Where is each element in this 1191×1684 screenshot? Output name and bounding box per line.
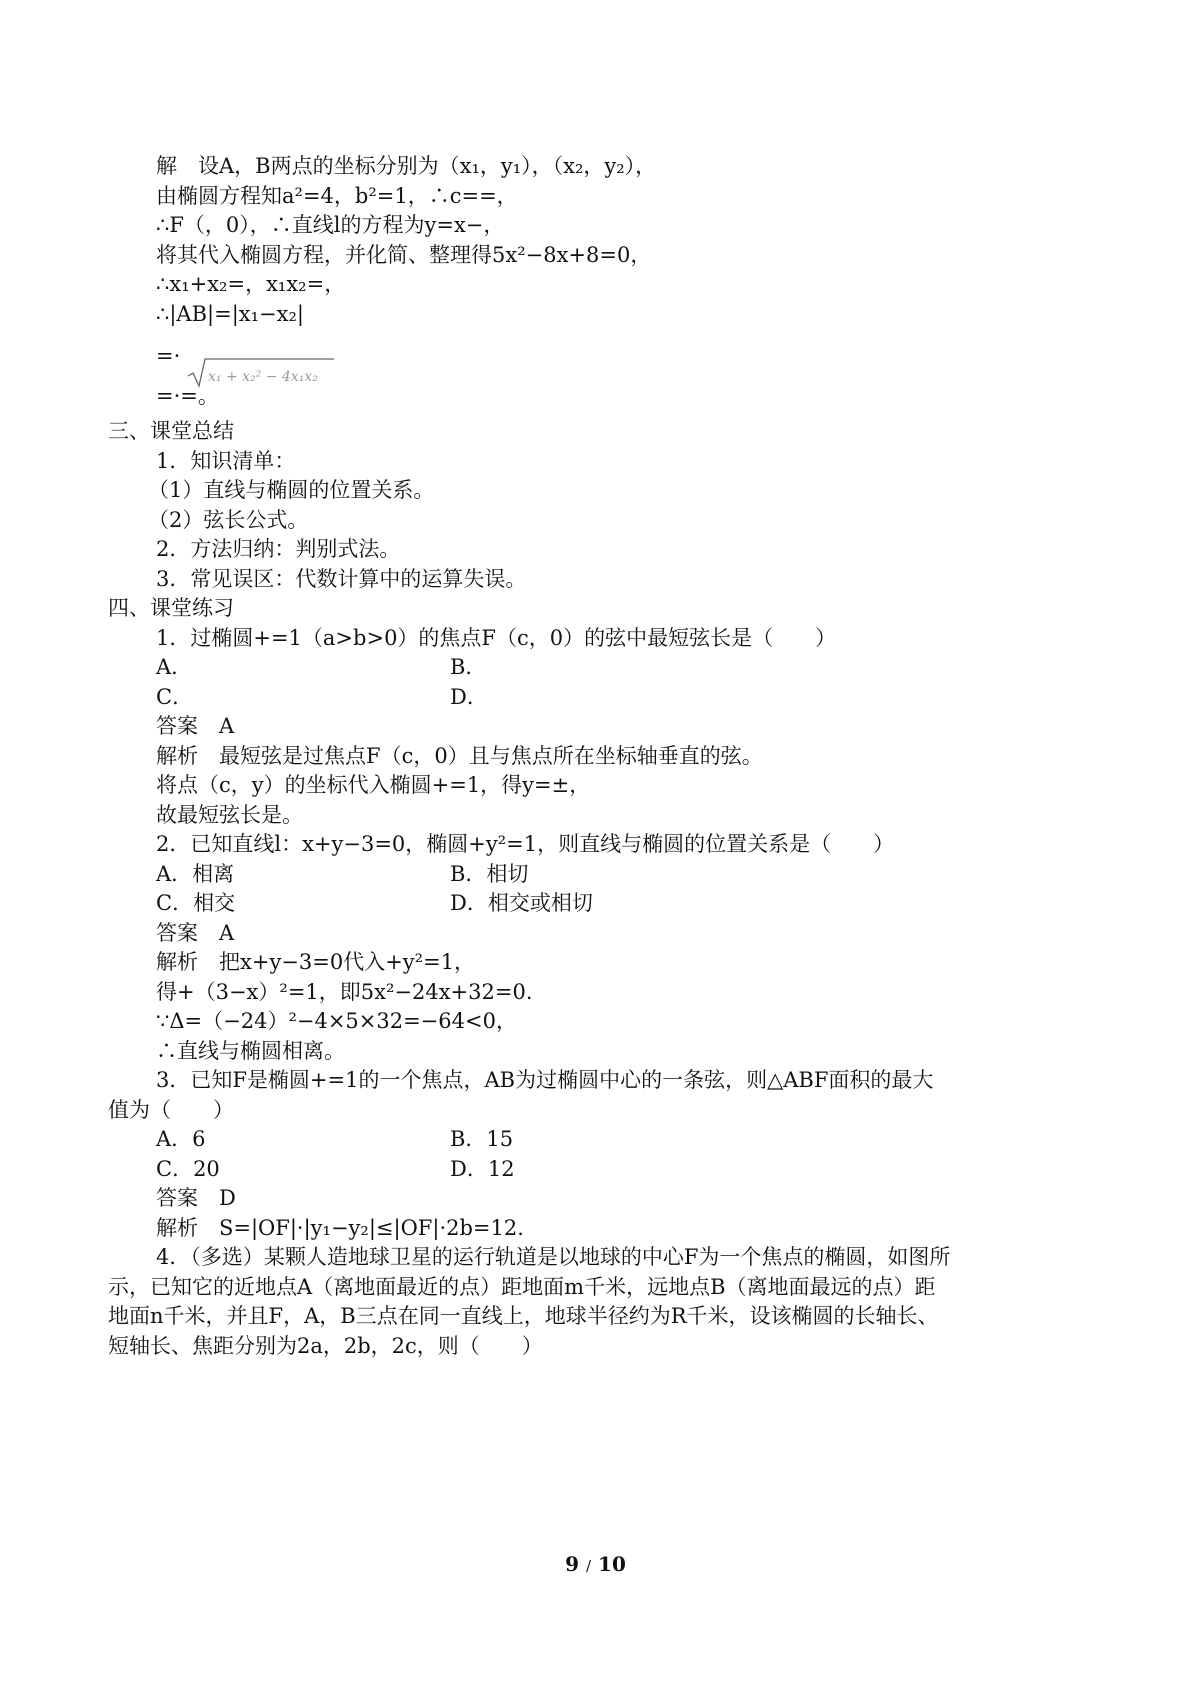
- question-2-analysis: ∵Δ=（−24）²−4×5×32=−64<0，: [156, 1009, 517, 1033]
- question-1-stem: 1．过椭圆+=1（a>b>0）的焦点F（c，0）的弦中最短弦长是（ ）: [156, 626, 837, 650]
- question-4-stem-cont: 短轴长、焦距分别为2a，2b，2c，则（ ）: [108, 1334, 543, 1358]
- summary-item: 3．常见误区：代数计算中的运算失误。: [156, 567, 527, 591]
- page-current: 9: [565, 1552, 580, 1576]
- question-3-stem-cont: 值为（ ）: [108, 1098, 234, 1122]
- question-3-option-c: C．20: [156, 1157, 220, 1181]
- summary-item: 2．方法归纳：判别式法。: [156, 537, 401, 561]
- solution-line-5: ∴x₁+x₂=，x₁x₂=，: [156, 272, 346, 296]
- question-1-analysis: 解析 最短弦是过焦点F（c，0）且与焦点所在坐标轴垂直的弦。: [156, 744, 763, 768]
- question-2-option-d: D．相交或相切: [450, 891, 593, 915]
- question-2-option-c: C．相交: [156, 891, 236, 915]
- page-total: 10: [598, 1552, 626, 1576]
- solution-line-1: 解 设A，B两点的坐标分别为（x₁，y₁），（x₂，y₂），: [156, 154, 657, 178]
- question-2-option-b: B．相切: [450, 862, 529, 886]
- solution-line-2: 由椭圆方程知a²=4，b²=1，∴c==，: [156, 184, 518, 208]
- question-3-option-a: A．6: [156, 1127, 206, 1151]
- page-number: [0, 1552, 1191, 1576]
- summary-item: （2）弦长公式。: [148, 508, 309, 532]
- question-1-analysis: 故最短弦长是。: [156, 803, 303, 827]
- summary-item: （1）直线与椭圆的位置关系。: [148, 478, 435, 502]
- question-3-option-d: D．12: [450, 1157, 515, 1181]
- question-3-answer: 答案 D: [156, 1186, 236, 1210]
- solution-line-8: =·=。: [156, 384, 219, 408]
- question-1-option-a: A．: [156, 655, 193, 679]
- question-4-stem: 4．（多选）某颗人造地球卫星的运行轨道是以地球的中心F为一个焦点的椭圆，如图所: [156, 1245, 951, 1269]
- question-4-stem-cont: 地面n千米，并且F，A，B三点在同一直线上，地球半径约为R千米，设该椭圆的长轴长、: [108, 1304, 939, 1328]
- question-1-analysis: 将点（c，y）的坐标代入椭圆+=1，得y=±，: [156, 773, 591, 797]
- question-1-answer: 答案 A: [156, 714, 235, 738]
- question-3-analysis: 解析 S=|OF|·|y₁−y₂|≤|OF|·2b=12.: [156, 1216, 524, 1240]
- question-2-analysis: 解析 把x+y−3=0代入+y²=1，: [156, 950, 476, 974]
- question-1-option-d: D．: [450, 685, 488, 709]
- summary-item: 1．知识清单：: [156, 449, 296, 473]
- question-2-option-a: A．相离: [156, 862, 235, 886]
- question-1-option-c: C．: [156, 685, 194, 709]
- solution-line-6: ∴|AB|=|x₁−x₂|: [156, 302, 304, 326]
- question-2-analysis: 得+（3−x）²=1，即5x²−24x+32=0.: [156, 980, 533, 1004]
- summary-heading: 三、课堂总结: [108, 419, 234, 443]
- question-3-option-b: B．15: [450, 1127, 514, 1151]
- sqrt-expression: x₁ + x₂² − 4x₁x₂: [208, 369, 318, 385]
- solution-line-7: =·: [156, 344, 181, 368]
- solution-line-3: ∴F（，0），∴直线l的方程为y=x−，: [156, 213, 505, 237]
- solution-line-4: 将其代入椭圆方程，并化简、整理得5x²−8x+8=0，: [156, 243, 652, 267]
- question-1-option-b: B．: [450, 655, 487, 679]
- page-separator: /: [586, 1557, 592, 1575]
- question-2-analysis: ∴直线与椭圆相离。: [156, 1039, 345, 1063]
- question-2-answer: 答案 A: [156, 921, 235, 945]
- question-4-stem-cont: 示，已知它的近地点A（离地面最近的点）距地面m千米，远地点B（离地面最远的点）距: [108, 1275, 936, 1299]
- practice-heading: 四、课堂练习: [108, 596, 234, 620]
- question-2-stem: 2．已知直线l：x+y−3=0，椭圆+y²=1，则直线与椭圆的位置关系是（ ）: [156, 832, 895, 856]
- question-3-stem: 3．已知F是椭圆+=1的一个焦点，AB为过椭圆中心的一条弦，则△ABF面积的最大: [156, 1068, 934, 1092]
